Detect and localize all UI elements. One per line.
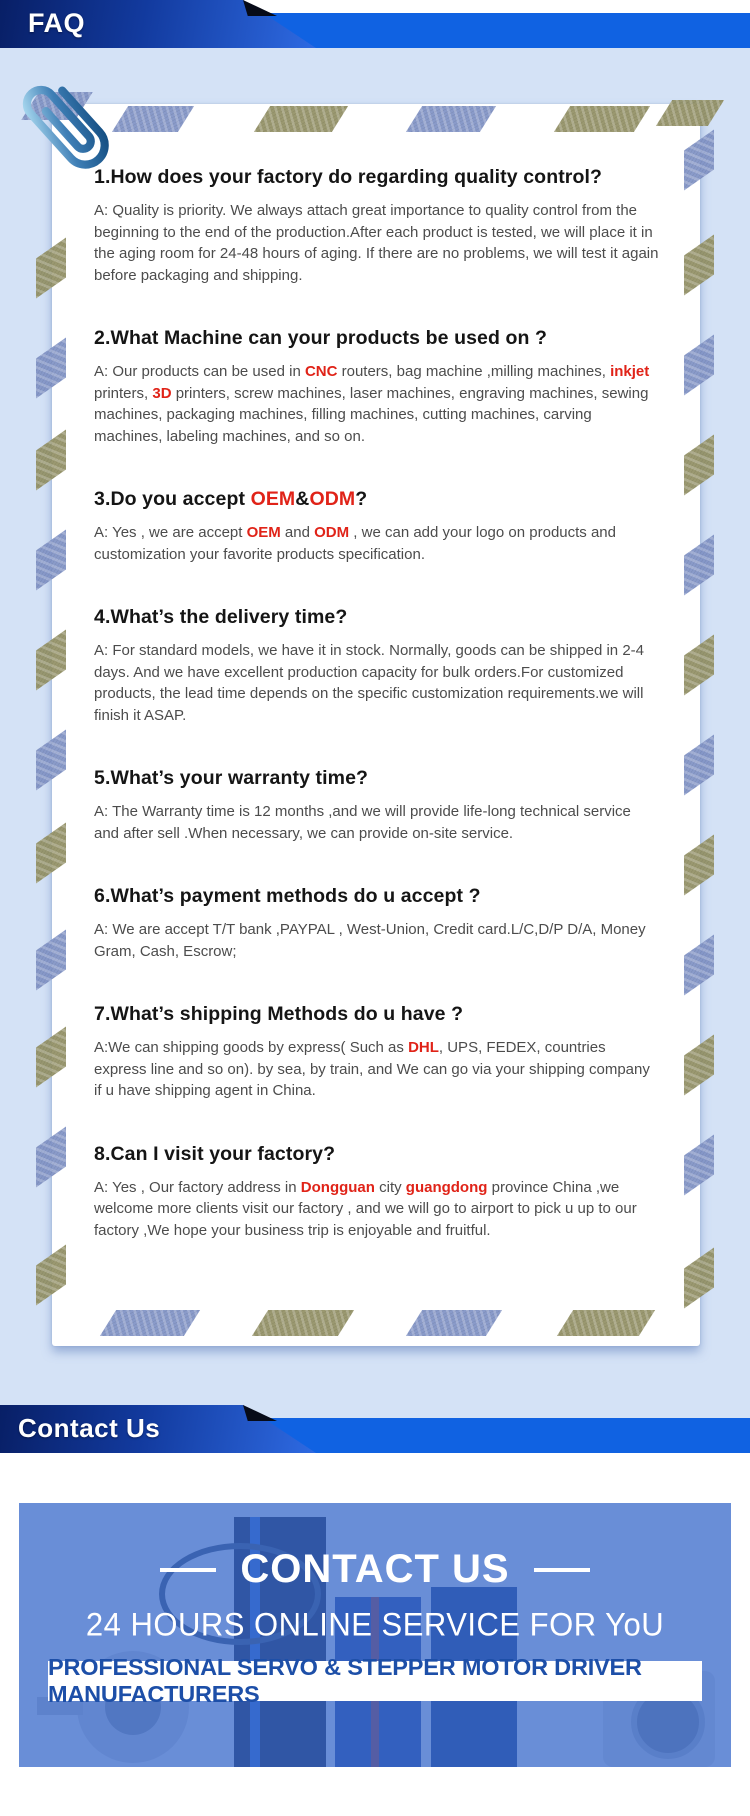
faq-header-title: FAQ: [28, 8, 86, 38]
faq-item: [94, 327, 660, 447]
faq-question: [94, 606, 660, 629]
contact-header-title: Contact Us: [18, 1413, 161, 1443]
text-segment: 5.What’s your warranty time?: [94, 767, 369, 789]
text-segment: printers,: [94, 384, 153, 402]
text-segment: , UPS, FEDEX, countries express line and so on). by sea, by train, and We can go via your shipping company if u have shipping agent in China.: [94, 1039, 650, 1099]
faq-question: [94, 166, 660, 189]
highlighted-text: 3D: [152, 384, 172, 402]
faq-answer: [94, 1037, 660, 1102]
text-segment: A: Yes , Our factory address in: [94, 1178, 301, 1196]
faq-answer: [94, 919, 660, 962]
highlighted-text: DHL: [408, 1039, 439, 1056]
faq-answer: [94, 1177, 660, 1242]
text-segment: province China ,we welcome more clients visit our factory , and we will go to airport to pick u up to our factory ,We hope your business trip is enjoyable and fruitful.: [94, 1178, 637, 1239]
faq-question: [94, 488, 660, 511]
text-segment: A: For standard models, we have it in stock. Normally, goods can be shipped in 2-4 days. And we have excellent production capacity for bulk orders.For customized products, the lead time depends on the specific customization requirements.we will finish it ASAP.: [94, 642, 644, 724]
contact-banner: [19, 1503, 731, 1767]
faq-item: [94, 1003, 660, 1102]
faq-item: [94, 885, 660, 962]
banner-strip-text: PROFESSIONAL SERVO & STEPPER MOTOR DRIVER MANUFACTURERS: [48, 1654, 642, 1707]
text-segment: 7.What’s shipping Methods do u have ?: [94, 1003, 464, 1025]
faq-item: [94, 1143, 660, 1242]
highlighted-text: OEM: [246, 524, 281, 541]
faq-question: [94, 767, 660, 790]
faq-question: [94, 1003, 660, 1026]
faq-answer: [94, 801, 660, 844]
faq-answer: [94, 361, 660, 447]
washi-tape-decoration: [406, 1310, 502, 1336]
text-segment: A: Our products can be used in: [94, 363, 305, 380]
banner-strip: [48, 1654, 702, 1707]
text-segment: &: [295, 488, 310, 510]
faq-item: [94, 166, 660, 286]
text-segment: A: Quality is priority. We always attach great importance to quality control from the beginning to the end of the production.After each product is tested, we will place it in the aging room for 24-48 hours of aging. If there are no problems, we will test it again before packaging and shipping.: [94, 202, 659, 284]
faq-question: [94, 327, 660, 350]
highlighted-text: inkjet: [610, 363, 650, 380]
highlighted-text: ODM: [309, 488, 356, 510]
highlighted-text: OEM: [250, 488, 296, 510]
highlighted-text: CNC: [304, 363, 338, 380]
washi-tape-decoration: [254, 106, 348, 132]
highlighted-text: ODM: [314, 524, 350, 541]
text-segment: 4.What’s the delivery time?: [94, 606, 348, 628]
title-dash-right-icon: [534, 1568, 590, 1572]
faq-answer: [94, 640, 660, 726]
washi-tape-decoration: [252, 1310, 354, 1336]
banner-subtitle: 24 HOURS ONLINE SERVICE FOR YoU: [85, 1606, 665, 1643]
text-segment: 8.Can I visit your factory?: [94, 1142, 336, 1165]
faq-answer: [94, 522, 660, 565]
text-segment: ?: [355, 488, 368, 510]
contact-section-header: [0, 1405, 750, 1453]
text-segment: and: [280, 524, 315, 541]
faq-list: [94, 166, 660, 1282]
text-segment: 2.What Machine can your products be used on ?: [94, 327, 548, 349]
text-segment: A:We can shipping goods by express( Such as: [94, 1039, 409, 1056]
text-segment: , we can add your logo on products and customization your favorite products specification.: [94, 524, 616, 563]
faq-paper-card: [52, 104, 700, 1346]
text-segment: 6.What’s payment methods do u accept ?: [94, 885, 481, 907]
text-segment: 1.How does your factory do regarding quality control?: [94, 166, 603, 188]
highlighted-text: guangdong: [405, 1178, 488, 1196]
washi-tape-decoration: [100, 1310, 200, 1336]
highlighted-text: Dongguan: [300, 1178, 375, 1196]
banner-content: [19, 1503, 731, 1767]
text-segment: routers, bag machine ,milling machines,: [337, 363, 611, 380]
title-dash-left-icon: [160, 1568, 216, 1572]
faq-question: [94, 1143, 660, 1166]
text-segment: A: We are accept T/T bank ,PAYPAL , West-Union, Credit card.L/C,D/P D/A, Money Gram, Cash, Escrow;: [94, 921, 646, 960]
text-segment: printers, screw machines, laser machines, engraving machines, sewing machines, packaging machines, filling machines, cutting machines, carving machines, labeling machines, and so on.: [94, 384, 649, 445]
faq-item: [94, 606, 660, 726]
faq-answer: [94, 200, 660, 286]
banner-title: CONTACT US: [240, 1547, 510, 1591]
faq-item: [94, 767, 660, 844]
washi-tape-decoration: [554, 106, 650, 132]
banner-title-row: [19, 1547, 731, 1592]
text-segment: 3.Do you accept: [94, 488, 251, 510]
text-segment: city: [374, 1178, 406, 1196]
faq-section-header: [0, 0, 750, 48]
faq-item: [94, 488, 660, 565]
text-segment: A: The Warranty time is 12 months ,and we will provide life-long technical service and after sell .When necessary, we can provide on-site service.: [94, 803, 631, 842]
washi-tape-decoration: [557, 1310, 655, 1336]
text-segment: A: Yes , we are accept: [94, 524, 247, 541]
faq-question: [94, 885, 660, 908]
